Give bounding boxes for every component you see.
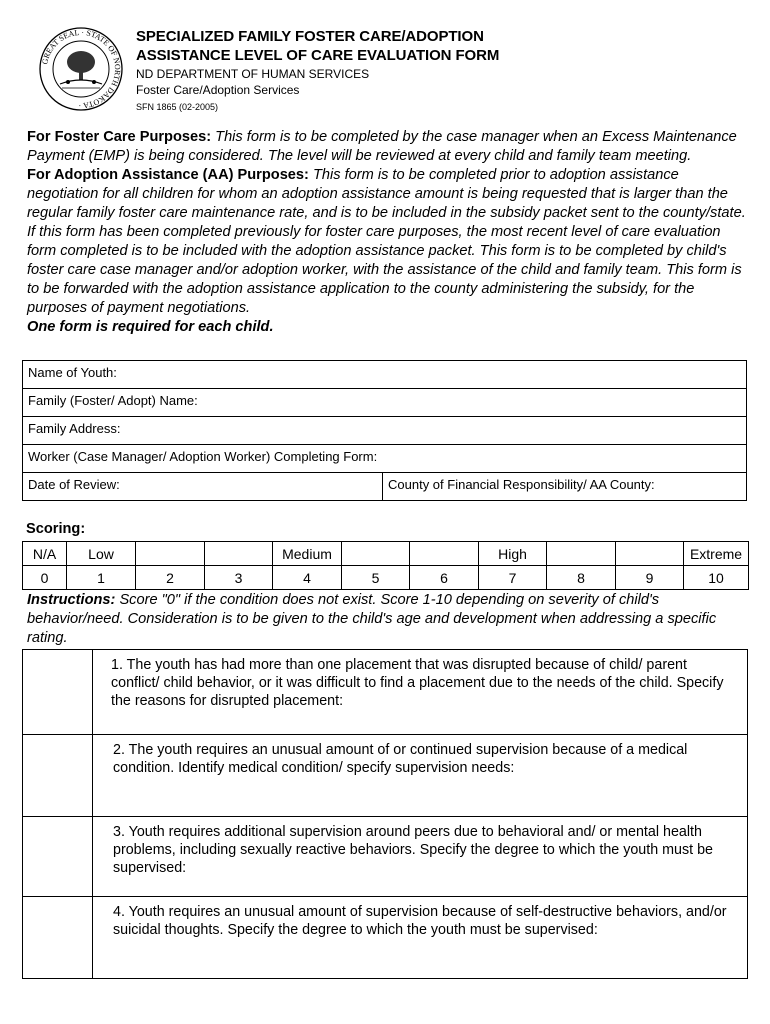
scoring-label [616,542,684,566]
item-description: 4. Youth requires an unusual amount of supervision because of self-destructive behaviors, and/or suicidal thoughts. Specify the degree to which the youth must be supervised: [93,897,748,979]
county-field[interactable]: County of Financial Responsibility/ AA County: [383,473,747,501]
item-score-input[interactable] [23,897,93,979]
scoring-number: 8 [547,566,616,590]
scoring-number: 3 [205,566,273,590]
scoring-label [547,542,616,566]
scoring-label: N/A [23,542,67,566]
scoring-label: Extreme [684,542,749,566]
foster-heading: For Foster Care Purposes: [27,129,212,145]
aa-heading: For Adoption Assistance (AA) Purposes: [27,167,309,183]
scoring-number: 7 [479,566,547,590]
item-description: 1. The youth has had more than one placement that was disrupted because of child/ parent conflict/ child behavior, or it was difficult to find a placement due to the needs of the child. Specify the reasons for disrupted placement: [93,650,748,735]
scoring-label: Medium [273,542,342,566]
adoption-assistance-purposes [27,166,752,318]
foster-care-purposes [27,128,752,166]
scoring-label: High [479,542,547,566]
one-form-notice: One form is required for each child. [27,319,274,335]
form-title-line1: SPECIALIZED FAMILY FOSTER CARE/ADOPTION [136,28,484,45]
item-description: 2. The youth requires an unusual amount of or continued supervision because of a medical condition. Identify medical condition/ specify supervision needs: [93,735,748,817]
scoring-number: 9 [616,566,684,590]
scoring-label [410,542,479,566]
division-name: Foster Care/Adoption Services [136,83,300,97]
instructions [27,591,752,648]
youth-info-table [22,360,747,501]
item-score-input[interactable] [23,650,93,735]
scoring-number: 1 [67,566,136,590]
scoring-label [342,542,410,566]
svg-text:GREAT SEAL · STATE OF NORTH DA: GREAT SEAL · STATE OF NORTH DAKOTA · [40,27,123,111]
scoring-number: 5 [342,566,410,590]
evaluation-items-table [22,649,748,979]
aa-text: This form is to be completed prior to adoption assistance negotiation for all children for whom an adoption assistance amount is being requested that is larger than the regular family foster care maintenance rate, and is to be included in the subsidy packet sent to the county/state. If this form has been completed previously for foster care purposes, the most recent level of care evaluation form completed is to be included with the adoption assistance packet. This form is to be completed by child's foster care case manager and/or adoption worker, with the assistance of the child and family team. This form is to be forwarded with the adoption assistance application to the county administering the subsidy, for the purposes of payment negotiations. [27,167,746,316]
youth-name-field[interactable]: Name of Youth: [23,361,747,389]
item-description: 3. Youth requires additional supervision around peers due to behavioral and/ or mental health problems, including sexually reactive behaviors. Specify the degree to which the youth must be supervised: [93,817,748,897]
scoring-label: Low [67,542,136,566]
form-number: SFN 1865 (02-2005) [136,102,219,112]
scoring-number: 6 [410,566,479,590]
scoring-table [22,541,749,590]
worker-field[interactable]: Worker (Case Manager/ Adoption Worker) Completing Form: [23,445,747,473]
family-address-field[interactable]: Family Address: [23,417,747,445]
department-name: ND DEPARTMENT OF HUMAN SERVICES [136,67,370,81]
intro-text [27,128,752,337]
instructions-text: Score "0" if the condition does not exist. Score 1-10 depending on severity of child's behavior/need. Consideration is to be given to the child's age and development when addressing a specific rating. [27,592,717,646]
state-seal-logo [38,26,124,112]
scoring-label [136,542,205,566]
foster-text: This form is to be completed by the case manager when an Excess Maintenance Payment (EMP) is being considered. The level will be reviewed at every child and family team meeting. [27,129,737,164]
form-header [136,27,499,113]
item-score-input[interactable] [23,817,93,897]
date-of-review-field[interactable]: Date of Review: [23,473,383,501]
instructions-heading: Instructions: [27,592,116,608]
scoring-number: 2 [136,566,205,590]
scoring-number: 4 [273,566,342,590]
family-name-field[interactable]: Family (Foster/ Adopt) Name: [23,389,747,417]
scoring-label [205,542,273,566]
scoring-title: Scoring: [26,521,86,537]
form-title-line2: ASSISTANCE LEVEL OF CARE EVALUATION FORM [136,47,500,64]
scoring-number: 0 [23,566,67,590]
item-score-input[interactable] [23,735,93,817]
scoring-number: 10 [684,566,749,590]
